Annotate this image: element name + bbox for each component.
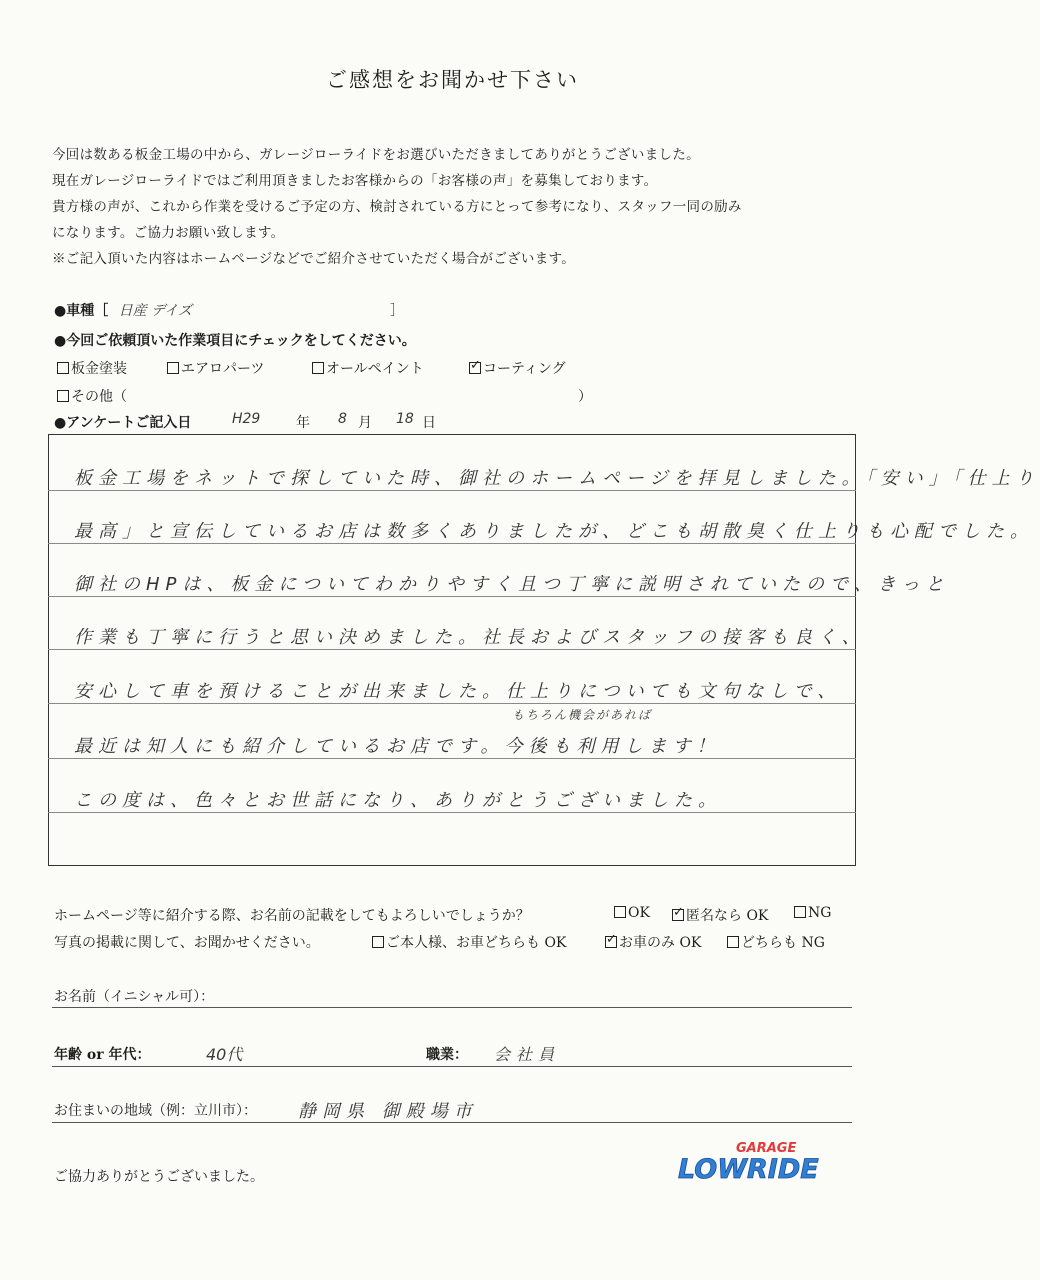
work-item-checkbox[interactable] <box>312 362 324 374</box>
work-item-checkbox[interactable] <box>57 362 69 374</box>
vehicle-value[interactable]: 日産 デイズ <box>118 303 193 319</box>
intro-line-4: になります。ご協力お願い致します。 <box>52 225 285 241</box>
photo-permission-checkbox[interactable] <box>372 936 384 948</box>
other-bracket-close: ） <box>578 389 592 405</box>
option-label: OK <box>628 905 650 921</box>
age-field-value[interactable]: 40代 <box>206 1045 243 1064</box>
work-item-checkbox[interactable] <box>167 362 179 374</box>
job-field-value[interactable]: 会社員 <box>494 1045 561 1064</box>
survey-date-month[interactable]: 8 <box>338 411 347 427</box>
name-permission-checkbox[interactable] <box>614 906 626 918</box>
intro-line-5: ※ご記入頂いた内容はホームページなどでご紹介させていただく場合がございます。 <box>52 251 576 267</box>
comment-rule <box>48 490 856 491</box>
survey-date-label: ●アンケートご記入日 <box>54 415 192 431</box>
area-field-label: お住まいの地域（例：立川市）： <box>54 1103 257 1119</box>
work-item-bankin[interactable] <box>57 358 127 378</box>
age-field-label: 年齢 or 年代： <box>54 1047 151 1063</box>
comment-insert-note: もちろん機会があれば <box>512 708 653 722</box>
photo-permission-checkbox[interactable] <box>605 936 617 948</box>
intro-line-1: 今回は数ある板金工場の中から、ガレージローライドをお選びいただきましてありがとうございました。 <box>52 147 700 163</box>
closing-text: ご協力ありがとうございました。 <box>54 1169 264 1185</box>
work-item-checkbox[interactable] <box>57 390 69 402</box>
option-label: ご本人様、お車どちらも OK <box>386 935 567 951</box>
survey-date-era-year[interactable]: H29 <box>232 411 261 427</box>
garage-lowride-logo <box>674 1136 820 1188</box>
work-item-coating[interactable] <box>469 358 566 378</box>
comment-rule <box>48 812 856 813</box>
comment-line-2: 最高」と宣伝しているお店は数多くありましたが、どこも胡散臭く仕上りも心配でした。 <box>74 521 1034 542</box>
photo-permission-car-only[interactable] <box>605 932 701 952</box>
option-label: NG <box>808 905 832 921</box>
survey-date-day[interactable]: 18 <box>396 411 414 427</box>
comment-rule <box>48 596 856 597</box>
comment-line-1: 板金工場をネットで探していた時、御社のホームページを拝見しました。「安い」「仕上り <box>74 468 1040 489</box>
area-field-value[interactable]: 静岡県 御殿場市 <box>298 1101 478 1122</box>
age-job-underline <box>52 1066 852 1067</box>
name-permission-anonymous[interactable] <box>672 905 768 925</box>
logo-text-top: GARAGE <box>736 1141 797 1156</box>
work-item-allpaint[interactable] <box>312 358 424 378</box>
option-label: お車のみ OK <box>619 935 702 951</box>
work-item-label: その他（ <box>71 389 127 405</box>
name-permission-question: ホームページ等に紹介する際、お名前の記載をしてもよろしいでしょうか？ <box>54 908 530 924</box>
intro-line-3: 貴方様の声が、これから作業を受けるご予定の方、検討されている方にとって参考になり、スタッフ一同の励み <box>52 199 742 215</box>
name-permission-checkbox[interactable] <box>794 906 806 918</box>
work-item-label: 板金塗装 <box>71 361 127 377</box>
work-item-other[interactable] <box>57 386 127 406</box>
work-check-prompt: ●今回ご依頼頂いた作業項目にチェックをしてください。 <box>54 333 416 349</box>
comment-rule <box>48 649 856 650</box>
survey-date-day-unit: 日 <box>422 415 436 431</box>
work-item-aero[interactable] <box>167 358 264 378</box>
comment-rule <box>48 543 856 544</box>
intro-line-2: 現在ガレージローライドではご利用頂きましたお客様からの「お客様の声」を募集しております。 <box>52 173 658 189</box>
vehicle-field <box>54 300 192 320</box>
name-permission-ng[interactable] <box>794 905 831 921</box>
survey-date-month-unit: 月 <box>358 415 372 431</box>
name-field-underline <box>52 1007 852 1008</box>
comment-line-4: 作業も丁寧に行うと思い決めました。社長およびスタッフの接客も良く、 <box>74 627 866 648</box>
name-field-label: お名前（イニシャル可）： <box>54 989 215 1005</box>
area-field-underline <box>52 1122 852 1123</box>
comment-line-6: 最近は知人にも紹介しているお店です。今後も利用します！ <box>74 736 721 757</box>
work-item-label: コーティング <box>483 361 566 377</box>
name-permission-checkbox[interactable] <box>672 909 684 921</box>
name-permission-ok[interactable] <box>614 905 650 921</box>
page-title: ご感想をお聞かせ下さい <box>326 68 579 92</box>
vehicle-label: ●車種［ <box>54 303 109 319</box>
option-label: どちらも NG <box>741 935 825 951</box>
work-item-label: オールペイント <box>326 361 424 377</box>
option-label: 匿名なら OK <box>686 908 769 924</box>
comment-line-5: 安心して車を預けることが出来ました。仕上りについても文句なしで、 <box>74 681 842 702</box>
comment-line-3: 御社のHPは、板金についてわかりやすく且つ丁寧に説明されていたので、きっと <box>74 574 950 595</box>
photo-permission-question: 写真の掲載に関して、お聞かせください。 <box>54 935 320 951</box>
comment-rule <box>48 758 856 759</box>
photo-permission-both[interactable] <box>372 932 566 952</box>
comment-rule <box>48 703 856 704</box>
survey-date-year-unit: 年 <box>296 415 310 431</box>
vehicle-bracket-close: ］ <box>390 303 404 319</box>
work-item-checkbox[interactable] <box>469 362 481 374</box>
photo-permission-ng[interactable] <box>727 932 825 952</box>
photo-permission-checkbox[interactable] <box>727 936 739 948</box>
work-item-label: エアロパーツ <box>181 361 265 377</box>
job-field-label: 職業： <box>426 1047 468 1063</box>
logo-text-bottom: LOWRIDE <box>678 1154 819 1185</box>
comment-line-7: この度は、色々とお世話になり、ありがとうございました。 <box>74 790 722 811</box>
